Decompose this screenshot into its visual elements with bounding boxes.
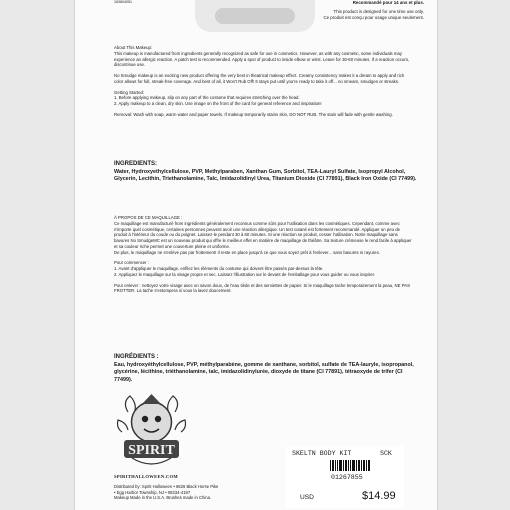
single-use-fr: Ce produit est conçu pour usage unique seulement. xyxy=(323,14,424,20)
sticker-item-code: 01267855 xyxy=(331,474,363,481)
ingredients-heading-fr: INGRÉDIENTS : xyxy=(114,354,159,360)
about-paragraph-1: This makeup is manufactured from ingredients generally recognized as safe for use in cosmetics. However, as with any cosmetic, some individuals may experience an allergic reaction. A patch test is recommended. Apply a spot of product to inside elbow or wrist. Leave for 30-60 minutes. If a reaction occurs, discontinue use. xyxy=(114,50,410,68)
about-paragraph-2: No Smudge makeup is an exciting new product offering the very best in theatrical makeup effect. Creamy consistency makes it a dream to apply and rich color allows for full, streak-free coverage. And best of all, it Won't Rub Off! It stays put until you're ready to take it off... no smears, smudges or streaks. xyxy=(114,73,405,84)
svg-text:SPIRIT: SPIRIT xyxy=(128,443,175,458)
barcode-icon xyxy=(330,460,370,471)
about-section xyxy=(114,45,414,118)
distributor-line-2: • Egg Harbor Township, NJ • 08234-4197 xyxy=(114,489,191,495)
about-heading: About This Makeup: xyxy=(114,45,153,50)
age-notice-fr: Recommandé pour 14 ans et plus. xyxy=(352,0,424,5)
single-use-en: This product is designed for one time use only. xyxy=(333,8,424,14)
french-paragraph-1: Ce maquillage est manufacturé from ingrédients généralement reconnus comme sûrs pour l'utilisation dans les cosmétiques. Cependant, comme avec n'importe quel cosmétique, certaines personnes peuvent avoir une réaction allergique. Un test cutané est fortement recommandé. Appliquer un peu de produit à l'intérieur du coude ou du poignet. Laissez-le pendant 30 à 60 minutes. Si une réaction se produit, cesser l'utilisation. Notre maquillage sans bavures No SmudgeMC est un nouveau produit qui offre le meilleur effet en matière de maquillage de théâtre. Sa texture crémeuse le rend facile à appliquer et sa couleur riche permet une couverture pleine et uniforme. xyxy=(114,220,412,249)
sticker-product-name: SKELTN BODY KIT xyxy=(292,450,352,457)
getting-started-heading: Getting Started: xyxy=(114,89,145,95)
step-1: 1. Before applying makeup, slip on any part of the costume that requires stretching over the head. xyxy=(114,95,300,101)
french-paragraph-2: De plus, le maquillage ne s'enlève pas par frottement! Il reste en place jusqu'à ce que vous soyez prêt à l'enlever... sans bavures ni rayures. xyxy=(114,249,380,255)
price-value: $14.99 xyxy=(362,490,396,502)
french-step-2: 2. Appliquez le maquillage sur la visage propre et sec. Laissez l'illustration sur le devant de l'emballage pour vous guider ou vous inspirer. xyxy=(114,271,376,277)
french-heading: À PROPOS DE CE MAQUILLAGE : xyxy=(114,215,183,220)
product-code: 163604051 xyxy=(114,0,132,4)
step-2: 2. Apply makeup to a clean, dry skin. Use image on the front of the card for general reference and inspiration! xyxy=(114,101,322,106)
ingredients-text-en: Water, Hydroxyethylcellulose, PVP, Methylparaben, Xanthan Gum, Sorbitol, TEA-Lauryl Sulfate, Isopropyl Alcohol, Glycerin, Lecithin, Triethanolamine, Talc, Imidazolidinyl Urea, Titanium Dioxide (CI 77891), Black Iron Oxide (CI 77499). xyxy=(114,169,417,183)
distributor-line-1: Distributed by: Spirit Halloween • 6826 Black Horse Pike xyxy=(114,484,219,489)
distributor-line-3: Makeup Made in the U.S.A. Brushes made in China. xyxy=(114,495,212,501)
spirit-logo xyxy=(114,392,189,470)
hang-hole xyxy=(215,8,295,24)
usage-notice xyxy=(323,0,424,21)
french-section xyxy=(114,215,414,294)
french-step-1: 1. Avant d'appliquer le maquillage, enfilez les éléments du costume qui doivent être passés par-dessus la tête. xyxy=(114,266,324,271)
removal-text: Removal: Wash with soap, warm water and paper towels. If makeup temporarily stains skin, DO NOT RUB. The stain will fade with gentle washing. xyxy=(114,111,393,117)
ingredients-text-fr: Eau, hydroxyéthylcellulose, PVP, méthylparabène, gomme de xanthane, sorbitol, sulfate de TEA-lauryle, isopropanol, glycérine, lécithine, triéthanolamine, talc, imidazolidinylurée, dioxyde de titane (CI 77891), tétraoxyde de trifer (CI 77499). xyxy=(114,362,414,383)
distributor-info xyxy=(114,484,254,501)
website: SPIRITHALLOWEEN.COM xyxy=(114,474,179,479)
french-start-heading: Pour commencer : xyxy=(114,260,150,266)
french-removal: Pour enlever : nettoyez votre visage avec un savon doux, de l'eau tiède et des serviettes de papier. Si le maquillage tache temporairement la peau, NE PAS FROTTER. La tache s'estompera si vous la lavez doucement. xyxy=(114,282,410,294)
sticker-dept: SCK xyxy=(380,450,392,457)
currency-label: USD xyxy=(300,494,314,501)
ingredients-heading-en: INGREDIENTS: xyxy=(114,161,158,167)
